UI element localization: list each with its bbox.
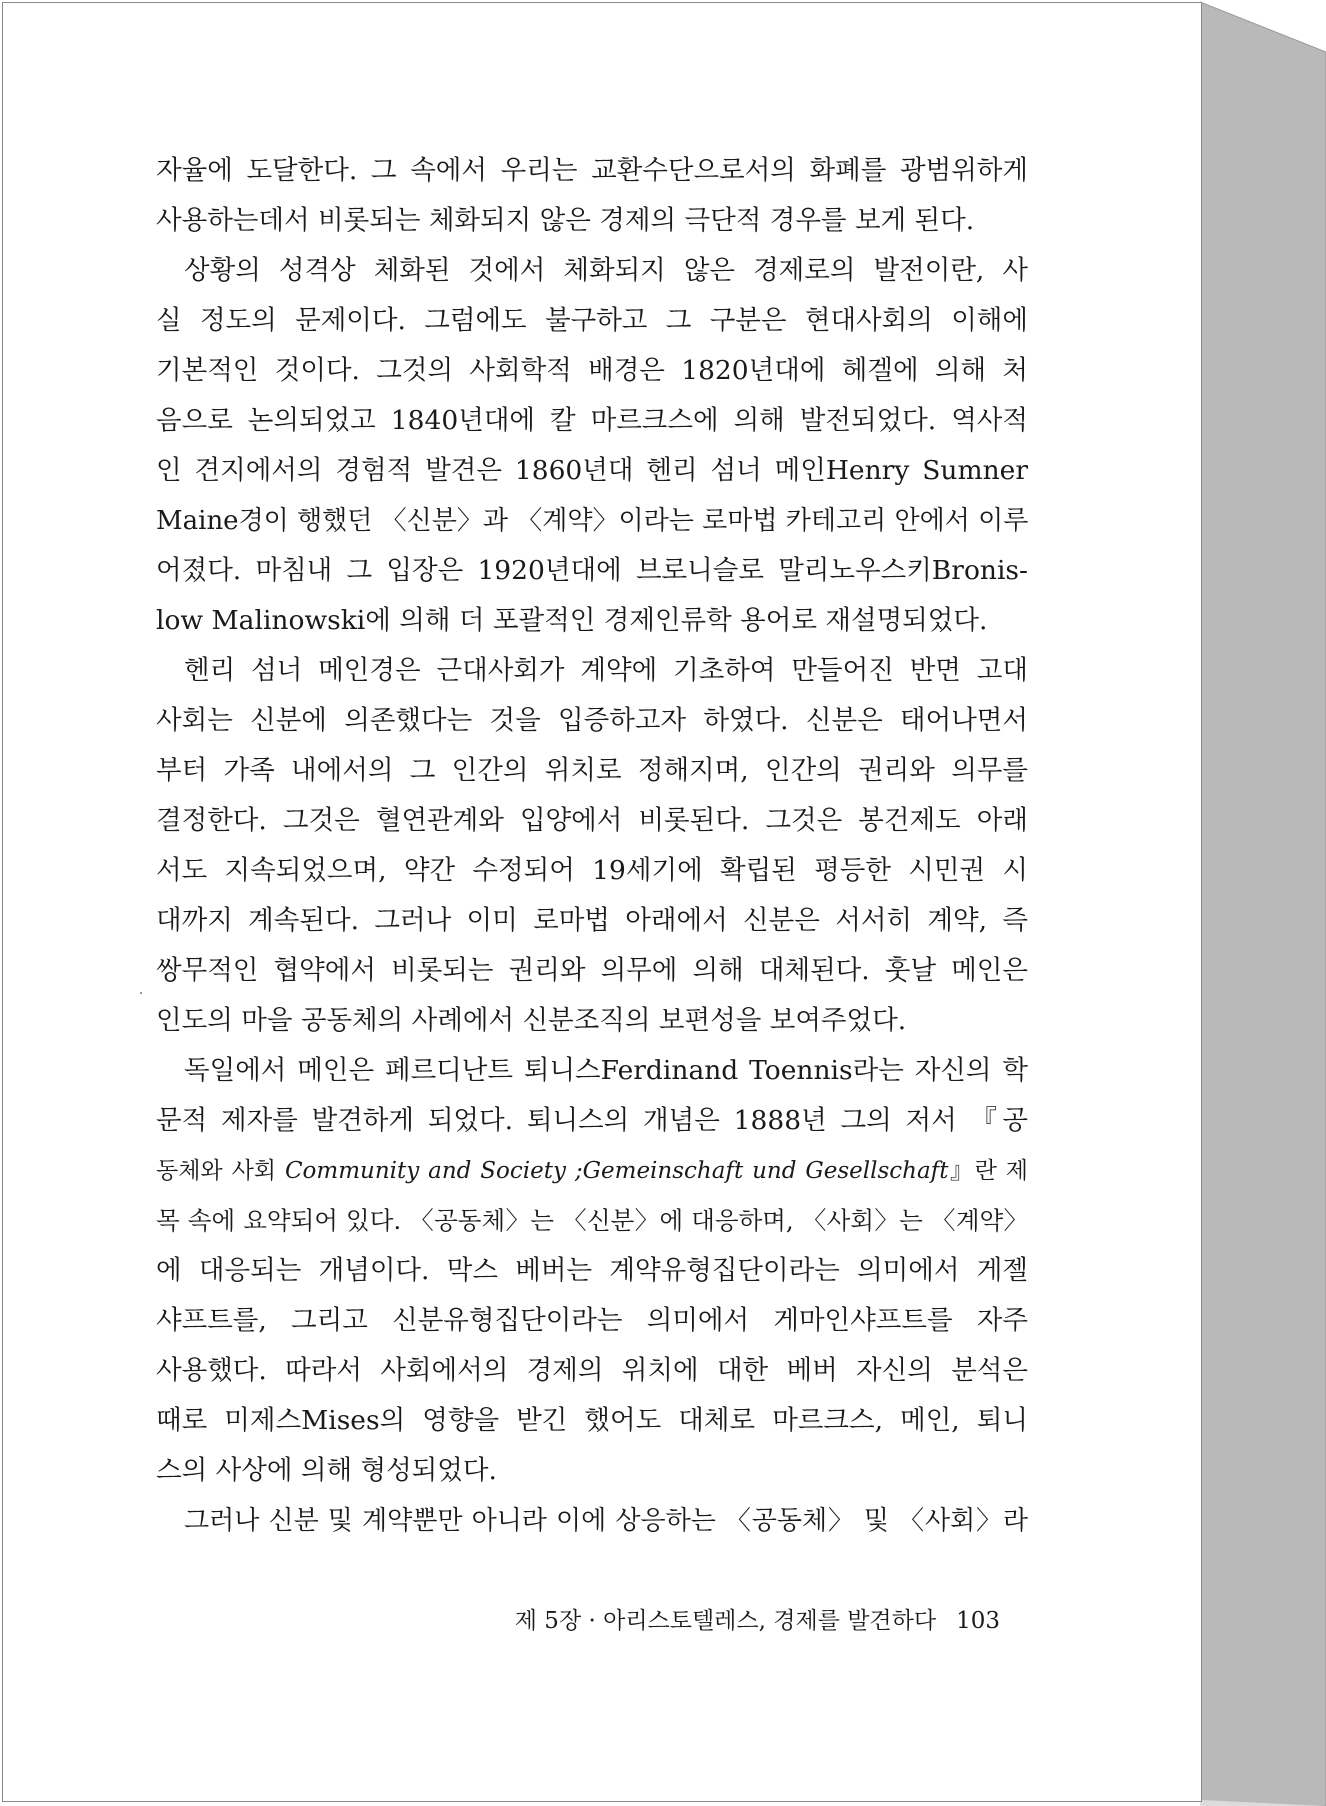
text-line: 자율에 도달한다. 그 속에서 우리는 교환수단으로서의 화폐를 광범위하게 [156, 155, 1028, 186]
text-line: 서도 지속되었으며, 약간 수정되어 19세기에 확립된 평등한 시민권 시 [156, 855, 1028, 886]
book-page-edge [1200, 0, 1326, 1806]
text-line: 그러나 신분 및 계약뿐만 아니라 이에 상응하는 〈공동체〉 및 〈사회〉라 [184, 1506, 1028, 1536]
text-fragment: 』란 제 [948, 1158, 1028, 1184]
page-number: 103 [956, 1608, 1000, 1634]
text-line: 어졌다. 마침내 그 입장은 1920년대에 브로니슬로 말리노우스키Bronis- [156, 555, 1028, 586]
text-fragment: 동체와 사회 [156, 1158, 277, 1184]
page-footer [0, 1602, 1000, 1635]
book-title-italic: Community and Society ;Gemeinschaft und Gesellschaft [284, 1158, 949, 1184]
text-line: 목 속에 요약되어 있다. 〈공동체〉는 〈신분〉에 대응하며, 〈사회〉는 〈계약〉 [156, 1206, 1028, 1235]
text-line: 스의 사상에 의해 형성되었다. [156, 1455, 497, 1486]
text-line: 사용하는데서 비롯되는 체화되지 않은 경제의 극단적 경우를 보게 된다. [156, 205, 975, 236]
text-line: 쌍무적인 협약에서 비롯되는 권리와 의무에 의해 대체된다. 훗날 메인은 [156, 955, 1028, 986]
text-line: low Malinowski에 의해 더 포괄적인 경제인류학 용어로 재설명되었다. [156, 605, 988, 636]
text-line: 에 대응되는 개념이다. 막스 베버는 계약유형집단이라는 의미에서 게젤 [156, 1255, 1028, 1286]
text-line: 독일에서 메인은 페르디난트 퇴니스Ferdinand Toennis라는 자신의 학 [184, 1055, 1028, 1086]
text-line: 때로 미제스Mises의 영향을 받긴 했어도 대체로 마르크스, 메인, 퇴니 [156, 1405, 1028, 1436]
text-line: 상황의 성격상 체화된 것에서 체화되지 않은 경제로의 발전이란, 사 [184, 255, 1028, 286]
text-line: 실 정도의 문제이다. 그럼에도 불구하고 그 구분은 현대사회의 이해에 [156, 305, 1028, 336]
text-line: 사용했다. 따라서 사회에서의 경제의 위치에 대한 베버 자신의 분석은 [156, 1355, 1028, 1386]
text-line: Maine경이 행했던 〈신분〉과 〈계약〉이라는 로마법 카테고리 안에서 이루 [156, 506, 1028, 536]
text-line: 문적 제자를 발견하게 되었다. 퇴니스의 개념은 1888년 그의 저서 『공 [156, 1105, 1028, 1136]
text-line: 기본적인 것이다. 그것의 사회학적 배경은 1820년대에 헤겔에 의해 처 [156, 355, 1028, 386]
text-line: 결정한다. 그것은 혈연관계와 입양에서 비롯된다. 그것은 봉건제도 아래 [156, 805, 1028, 836]
text-line-with-title [156, 1146, 1028, 1196]
page-body [156, 146, 1028, 1546]
running-footer-chapter: 제 5장 · 아리스토텔레스, 경제를 발견하다 [514, 1608, 937, 1634]
text-line: 부터 가족 내에서의 그 인간의 위치로 정해지며, 인간의 권리와 의무를 [156, 755, 1028, 786]
text-line: 헨리 섬너 메인경은 근대사회가 계약에 기초하여 만들어진 반면 고대 [184, 655, 1028, 686]
text-line: 사회는 신분에 의존했다는 것을 입증하고자 하였다. 신분은 태어나면서 [156, 705, 1028, 736]
text-line: 샤프트를, 그리고 신분유형집단이라는 의미에서 게마인샤프트를 자주 [156, 1305, 1028, 1336]
scan-speck [140, 992, 142, 994]
text-line: 대까지 계속된다. 그러나 이미 로마법 아래에서 신분은 서서히 계약, 즉 [156, 905, 1028, 936]
text-line: 인 견지에서의 경험적 발견은 1860년대 헨리 섬너 메인Henry Sumner [156, 455, 1028, 486]
text-line: 음으로 논의되었고 1840년대에 칼 마르크스에 의해 발전되었다. 역사적 [156, 405, 1028, 436]
text-line: 인도의 마을 공동체의 사례에서 신분조직의 보편성을 보여주었다. [156, 1005, 907, 1036]
